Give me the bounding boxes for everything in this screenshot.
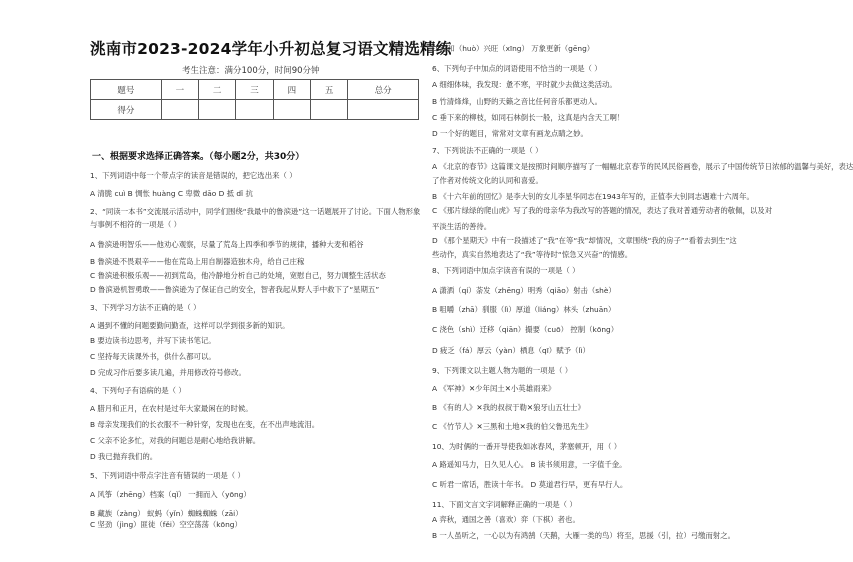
header-cell: 五 [310,80,347,100]
header-cell: 一 [161,80,198,100]
question-line: C 坚持每天读课外书，供什么都可以。 [90,352,216,361]
question-line: C 坚劲（jìng）匪徒（fěi）空空荡荡（kōng） [90,520,242,529]
question-line: D 疲乏（fá）厚云（yàn）栖息（qī）赋予（lì） [432,346,590,355]
header-cell: 二 [199,80,236,100]
question-line: 5、下列词语中带点字注音有错误的一项是（ ） [90,471,245,480]
score-cell[interactable] [310,100,347,120]
question-line: B 一人虽听之，一心以为有鸿鹄（天鹅，大雁一类的鸟）将至，思援（引，拉）弓缴而射之。 [432,531,736,540]
question-line: 与事例不相符的一项是（ ） [90,220,182,229]
question-line: A 弈秋，通国之善（喜欢）弈（下棋）者也。 [432,515,580,524]
question-line: C 听君一席话，胜读十年书。 D 莫道君行早，更有早行人。 [432,480,628,489]
question-line: B 要边读书边思考，并写下读书笔记。 [90,336,216,345]
question-line: A 风筝（zhēng）档案（qǐ） 一拥而入（yōng） [90,490,251,499]
question-line: D 《那个星期天》中有一段描述了“我”在等“我”却情况，文章围绕“我的房子”“看着去到生”这 [432,236,737,245]
question-line: 11、下面文言文字词解释正确的一项是（ ） [432,500,577,509]
question-line: 平淡生活的善待。 [432,222,492,231]
question-line: D 完成习作后要多读几遍，并用修改符号修改。 [90,368,246,377]
question-line: 6、下列句子中加点的词语使用不恰当的一项是（ ） [432,64,602,73]
score-cell[interactable] [161,100,198,120]
header-cell: 四 [273,80,310,100]
question-line: C 父亲不论多忙，对我的问题总是耐心地给我讲解。 [90,436,261,445]
score-row-label: 得分 [91,100,162,120]
question-line: A 潇洒（qí）荼发（zhēng）明秀（qiāo）射击（shè） [432,286,616,295]
score-cell[interactable] [199,100,236,120]
question-line: B 鲁滨逊不畏艰辛——他在荒岛上用自制器造独木舟，给自己庄稼 [90,257,305,266]
question-line: B 藏族（zàng） 蚁蚂（yǐn）蜘蛛蜘蛛（zāi） [90,509,243,518]
question-line: B 竹清烽烽，山野的天籁之音比任何音乐都更动人。 [432,97,603,106]
exam-notice: 考生注意：满分100分，时间90分钟 [182,66,320,76]
question-line: A 细细体味，我发现：惫不寒，平时就少去做这类活动。 [432,80,617,89]
question-line: 4、下列句子有语病的是（ ） [90,386,186,395]
question-line: A 鲁滨逊明智乐——他劝心观察，尽量了荒岛上四季和季节的规律，播种大麦和稻谷 [90,240,364,249]
question-line: C 鲁滨逊积极乐观——初到荒岛，他冷静地分析自己的处境，宽慰自己，努力调整生活状态 [90,271,386,280]
question-line: A 清脆 cuì B 惆怅 huàng C 卑微 dāo D 抵 dǐ 抗 [90,189,253,198]
question-line: A 腊月和正月，在农村是过年大家最闲在的时候。 [90,404,253,413]
header-cell: 总分 [348,80,419,100]
question-line: 1、下列词语中每一个带点字的读音是错误的，把它选出来（ ） [90,171,297,180]
question-line: B 母亲发现我们的长衣服不一种针穿，发现也在变，在不出声地流泪。 [90,420,320,429]
question-line: D 我已抛弃我们的。 [90,452,158,461]
section-heading: 一、根据要求选择正确答案。（每小题2分，共30分） [92,152,305,162]
question-line: 8、下列词语中加点字读音有误的一项是（ ） [432,266,580,275]
question-line: A 《北京的春节》这篇课文是按照时间顺序描写了一幅幅北京春节的民风民俗画卷，展示了中国传统节日浓郁的温馨与美好，表达 [432,162,853,171]
question-line: C 浇色（shì）迁移（qiān）撮要（cuō） 控制（kōng） [432,325,619,334]
score-cell[interactable] [273,100,310,120]
score-table-score-row [91,100,419,120]
question-line: C 《那片绿绿的爬山虎》写了我的母亲华为我改写的答题的情况，表达了我对普通劳动者的敬佩，以及对 [432,206,773,215]
question-line: D 一个好的题目，常常对文章有画龙点睛之妙。 [432,129,588,138]
score-cell[interactable] [236,100,273,120]
score-table [90,79,419,120]
question-line: 些动作，真实自然地表达了“我”等待时“惊急又兴奋”的情感。 [432,250,633,259]
question-line: A 遇到不懂的问题要勤问勤查，这样可以学到很多新的知识。 [90,321,290,330]
question-line: 9、下列课文以主题人物为题的一项是（ ） [432,366,573,375]
question-line: 10、为时俩的一番开导使我如冰春风，茅塞顿开，用（ ） [432,442,622,451]
question-line: D 鲁滨逊机智勇敢——鲁滨逊为了保证自己的安全，智者我起从野人手中救下了“星期五” [90,285,380,294]
question-line: B 咀嚼（zhā）驯服（lì）厚道（liáng）林头（zhuān） [432,305,616,314]
header-cell: 题号 [91,80,162,100]
question-line: C 垂下来的柳枝，如同石林倒长一般，这真是内含天工啊！ [432,113,625,122]
page-title: 洮南市2023-2024学年小升初总复习语文精选精练 [90,40,452,58]
question-line: 7、下列说法不正确的一项是（ ） [432,146,543,155]
header-cell: 三 [236,80,273,100]
question-line: A 路遥知马力，日久见人心。 B 读书须用意，一字值千金。 [432,460,627,469]
question-line: A 《军神》✕少年闰土✕小英雄雨来》 [432,384,556,393]
question-line: B 《十六年前的回忆》是李大钊的女儿李星华同志在1943年写的，正值李大钊同志遇难十六周年。 [432,192,754,201]
question-line: 2、“同读一本书”交流展示活动中，同学们围绕“我最中的鲁滨逊”这一话题展开了讨论。下面人物形象 [90,207,421,216]
question-line: C 《竹节人》✕三黑和土地✕我的伯父鲁迅先生》 [432,422,593,431]
question-line: 3、下列学习方法不正确的是（ ） [90,303,201,312]
score-table-header-row [91,80,419,100]
question-line: D 踩和（huò）兴旺（xīng） 万象更新（gēng） [432,44,595,53]
question-line: B 《有的人》✕我的叔叔于勒✕狼牙山五壮士》 [432,403,585,412]
score-cell[interactable] [348,100,419,120]
question-line: 了作者对传统文化的认同和喜爱。 [432,176,543,185]
